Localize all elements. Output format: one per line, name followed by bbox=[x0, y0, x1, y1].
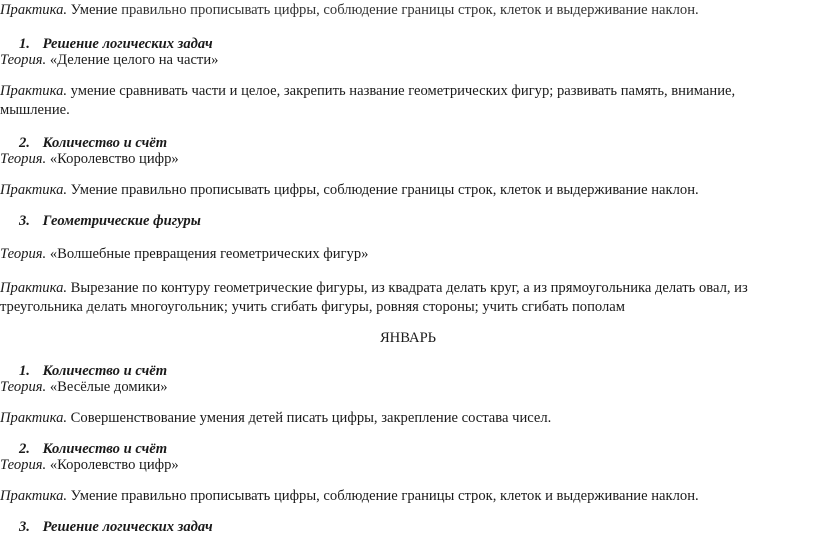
section-title: Решение логических задач bbox=[42, 519, 213, 535]
practice-line-2 bbox=[0, 181, 699, 199]
practice-line-1a bbox=[0, 82, 735, 100]
theory-label: Теория. bbox=[0, 52, 47, 68]
theory-text: «Деление целого на части» bbox=[49, 52, 219, 68]
section-title: Решение логических задач bbox=[42, 36, 213, 52]
practice-line-3a bbox=[0, 279, 748, 297]
theory-label: Теория. bbox=[0, 457, 47, 473]
theory-label: Теория. bbox=[0, 246, 47, 262]
theory-label: Теория. bbox=[0, 151, 47, 167]
practice-text: Вырезание по контуру геометрические фигуры, из квадрата делать круг, а из прямоугольника делать овал, из bbox=[70, 280, 748, 296]
practice-line-3b bbox=[0, 298, 625, 316]
january-practice-line-1 bbox=[0, 409, 551, 427]
section-heading-3 bbox=[19, 212, 201, 230]
section-number: 2. bbox=[19, 135, 30, 151]
practice-text-continued: треугольника делать многоугольник; учить сгибать фигуры, ровняя стороны; учить сгибать пополам bbox=[0, 299, 626, 315]
practice-line-1b bbox=[0, 101, 70, 119]
practice-text: Умение правильно прописывать цифры, соблюдение границы строк, клеток и выдерживание наклон. bbox=[70, 488, 699, 504]
section-number: 2. bbox=[19, 441, 30, 457]
practice-label: Практика. bbox=[0, 410, 68, 426]
practice-label: Практика. bbox=[0, 182, 68, 198]
section-number: 1. bbox=[19, 363, 30, 379]
practice-text-continued: мышление. bbox=[0, 102, 70, 118]
practice-label: Практика. bbox=[0, 488, 68, 504]
practice-text: Умение правильно прописывать цифры, соблюдение границы строк, клеток и выдерживание наклон. bbox=[70, 182, 699, 198]
section-title: Геометрические фигуры bbox=[42, 213, 201, 229]
section-number: 1. bbox=[19, 36, 30, 52]
practice-label: Практика. bbox=[0, 280, 68, 296]
january-heading-3 bbox=[19, 518, 213, 536]
section-number: 3. bbox=[19, 213, 30, 229]
theory-line-1 bbox=[0, 51, 218, 69]
intro-text: правильно прописывать цифры, соблюдение границы строк, клеток и выдерживание наклон. bbox=[121, 2, 699, 18]
theory-text: «Волшебные превращения геометрических фигур» bbox=[49, 246, 369, 262]
section-title: Количество и счёт bbox=[42, 135, 168, 151]
intro-word: Умение bbox=[70, 2, 118, 18]
theory-text: «Королевство цифр» bbox=[49, 151, 179, 167]
practice-text: умение сравнивать части и целое, закрепить название геометрических фигур; развивать память, внимание, bbox=[70, 83, 736, 99]
intro-practice-line bbox=[0, 1, 699, 19]
section-number: 3. bbox=[19, 519, 30, 535]
practice-text: Совершенствование умения детей писать цифры, закрепление состава чисел. bbox=[70, 410, 552, 426]
theory-text: «Весёлые домики» bbox=[49, 379, 168, 395]
month-heading: ЯНВАРЬ bbox=[379, 330, 437, 346]
theory-line-3 bbox=[0, 245, 368, 263]
january-practice-line-2 bbox=[0, 487, 699, 505]
section-title: Количество и счёт bbox=[42, 363, 168, 379]
practice-label: Практика. bbox=[0, 2, 68, 18]
section-title: Количество и счёт bbox=[42, 441, 168, 457]
theory-text: «Королевство цифр» bbox=[49, 457, 179, 473]
theory-label: Теория. bbox=[0, 379, 47, 395]
january-theory-line-2 bbox=[0, 456, 179, 474]
theory-line-2 bbox=[0, 150, 179, 168]
january-theory-line-1 bbox=[0, 378, 168, 396]
practice-label: Практика. bbox=[0, 83, 68, 99]
